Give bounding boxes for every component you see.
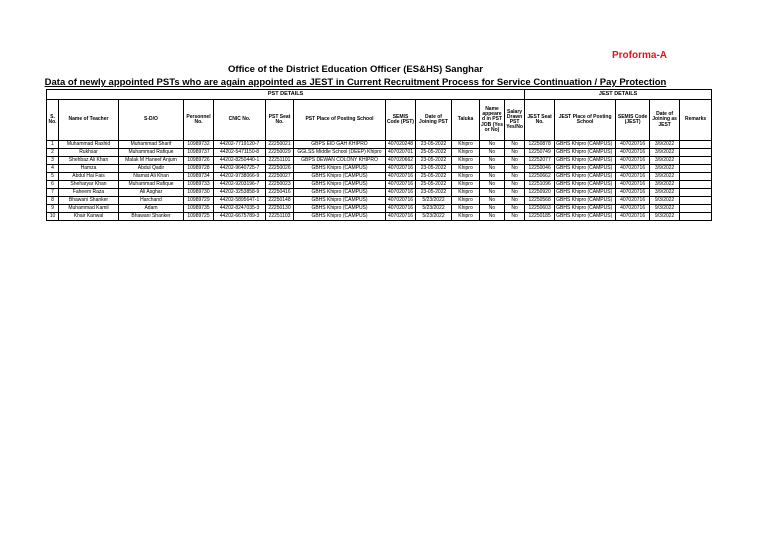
cell-doj-jest: 3/9/2022 <box>650 173 680 181</box>
cell-taluka: Khipro <box>452 205 480 213</box>
cell-jest-school: GBHS Khipro (CAMPUS) <box>555 205 616 213</box>
cell-jest-school: GBHS Khipro (CAMPUS) <box>555 165 616 173</box>
cell-semis-jest: 407020716 <box>616 213 650 221</box>
cell-sdo: Muhammad Rafique <box>119 181 184 189</box>
cell-taluka: Khipro <box>452 189 480 197</box>
cell-sno: 1 <box>47 141 59 149</box>
cell-personnel: 10989729 <box>184 197 214 205</box>
cell-pst-school: GBHS Khipro (CAMPUS) <box>294 205 386 213</box>
cell-name: Khair Kanwal <box>59 213 119 221</box>
col-taluka: Taluka <box>452 100 480 141</box>
cell-sdo: Muhammad Rafique <box>119 149 184 157</box>
cell-pst-school: GBHS Khipro (CAMPUS) <box>294 173 386 181</box>
table-row <box>47 205 712 213</box>
office-title: Office of the District Education Officer (ES&HS) Sanghar <box>228 64 483 75</box>
cell-jest-school: GBHS Khipro (CAMPUS) <box>555 181 616 189</box>
cell-sno: 4 <box>47 165 59 173</box>
cell-salary: No <box>505 189 525 197</box>
cell-salary: No <box>505 181 525 189</box>
cell-doj-jest: 3/9/2022 <box>650 165 680 173</box>
cell-semis-pst: 407020248 <box>386 141 416 149</box>
cell-name: Shehbaz Ali Khan <box>59 157 119 165</box>
cell-cnic: 44202-8247035-3 <box>214 205 266 213</box>
cell-doj-jest: 3/9/2022 <box>650 181 680 189</box>
cell-jest-school: GBHS Khipro (CAMPUS) <box>555 141 616 149</box>
cell-jest-school: GBHS Khipro (CAMPUS) <box>555 157 616 165</box>
cell-name: Hamza <box>59 165 119 173</box>
cell-personnel: 10989728 <box>184 165 214 173</box>
cell-sdo: Adam <box>119 205 184 213</box>
cell-doj-pst: 23-05-2022 <box>416 157 452 165</box>
table-row <box>47 181 712 189</box>
cell-taluka: Khipro <box>452 149 480 157</box>
col-jest-school: JEST Place of Posting School <box>555 100 616 141</box>
cell-name: Abdul Hai Fais <box>59 173 119 181</box>
cell-remarks <box>680 205 712 213</box>
cell-doj-pst: 5/23/2022 <box>416 205 452 213</box>
cell-remarks <box>680 189 712 197</box>
cell-pst-school: GBHS Khipro (CAMPUS) <box>294 189 386 197</box>
cell-salary: No <box>505 213 525 221</box>
cell-doj-pst: 25-05-2022 <box>416 181 452 189</box>
cell-semis-pst: 407020716 <box>386 189 416 197</box>
cell-remarks <box>680 165 712 173</box>
cell-jest-school: GBHS Khipro (CAMPUS) <box>555 197 616 205</box>
cell-sno: 3 <box>47 157 59 165</box>
cell-pst-seat: 22251103 <box>266 213 294 221</box>
cell-pst-school: GBHS Khipro (CAMPUS) <box>294 197 386 205</box>
table-row <box>47 213 712 221</box>
cell-pst-seat: 22250148 <box>266 197 294 205</box>
cell-sdo: Ali Asghar <box>119 189 184 197</box>
col-semis-jest: SEMIS Code (JEST) <box>616 100 650 141</box>
cell-jest-school: GBHS Khipro (CAMPUS) <box>555 149 616 157</box>
cell-remarks <box>680 197 712 205</box>
cell-cnic: 44202-3253858-9 <box>214 189 266 197</box>
cell-pst-school: GBHS Khipro (CAMPUS) <box>294 213 386 221</box>
cell-taluka: Khipro <box>452 181 480 189</box>
cell-personnel: 10989730 <box>184 189 214 197</box>
cell-jest-seat: 12250662 <box>525 173 555 181</box>
cell-cnic: 44202-7719120-7 <box>214 141 266 149</box>
cell-cnic: 44202-6675789-3 <box>214 213 266 221</box>
cell-pst-school: GBPS DEWAN COLONY KHIPRO <box>294 157 386 165</box>
cell-jest-seat: 12251096 <box>525 181 555 189</box>
col-sdo: S-D/O <box>119 100 184 141</box>
cell-pst-seat: 22251101 <box>266 157 294 165</box>
cell-doj-jest: 3/9/2022 <box>650 141 680 149</box>
cell-sno: 7 <box>47 189 59 197</box>
table-row <box>47 197 712 205</box>
cell-salary: No <box>505 205 525 213</box>
cell-cnic: 44202-5895647-1 <box>214 197 266 205</box>
cell-cnic: 44202-8250440-1 <box>214 157 266 165</box>
cell-personnel: 10989725 <box>184 213 214 221</box>
cell-pst-seat: 22250027 <box>266 173 294 181</box>
cell-semis-jest: 407020716 <box>616 205 650 213</box>
cell-semis-pst: 407020716 <box>386 205 416 213</box>
cell-taluka: Khipro <box>452 157 480 165</box>
cell-appears: No <box>480 173 505 181</box>
cell-appears: No <box>480 165 505 173</box>
jest-details-header: JEST DETAILS <box>525 90 712 100</box>
cell-appears: No <box>480 197 505 205</box>
cell-remarks <box>680 213 712 221</box>
col-appears: Name appeare d in PST JOB (Yes or No) <box>480 100 505 141</box>
cell-sno: 9 <box>47 205 59 213</box>
col-doj-pst: Date of Joining PST <box>416 100 452 141</box>
cell-semis-pst: 407020716 <box>386 181 416 189</box>
col-name: Name of Teacher <box>59 100 119 141</box>
cell-doj-pst: 25-05-2022 <box>416 173 452 181</box>
cell-sdo: Malak M Haneef Anjum <box>119 157 184 165</box>
cell-personnel: 10989734 <box>184 173 214 181</box>
cell-name: Rukhsar <box>59 149 119 157</box>
cell-jest-school: GBHS Khipro (CAMPUS) <box>555 213 616 221</box>
cell-name: Sheharyar Khan <box>59 181 119 189</box>
cell-cnic: 44202-9738066-9 <box>214 173 266 181</box>
cell-remarks <box>680 173 712 181</box>
cell-remarks <box>680 141 712 149</box>
cell-semis-jest: 407020716 <box>616 149 650 157</box>
cell-taluka: Khipro <box>452 213 480 221</box>
cell-doj-jest: 9/3/2022 <box>650 213 680 221</box>
cell-personnel: 10989732 <box>184 141 214 149</box>
cell-pst-school: GBHS Khipro (CAMPUS) <box>294 165 386 173</box>
cell-name: Bhawani Shanker <box>59 197 119 205</box>
table-row <box>47 141 712 149</box>
cell-semis-pst: 407020662 <box>386 157 416 165</box>
cell-salary: No <box>505 197 525 205</box>
cell-appears: No <box>480 189 505 197</box>
cell-jest-seat: 12252077 <box>525 157 555 165</box>
cell-jest-school: GBHS Khipro (CAMPUS) <box>555 189 616 197</box>
cell-sno: 10 <box>47 213 59 221</box>
teachers-table <box>46 89 712 221</box>
cell-personnel: 10989726 <box>184 157 214 165</box>
cell-semis-jest: 407020716 <box>616 189 650 197</box>
cell-pst-school: GBHS Khipro (CAMPUS) <box>294 181 386 189</box>
cell-taluka: Khipro <box>452 165 480 173</box>
cell-cnic: 44202-9640725-7 <box>214 165 266 173</box>
cell-doj-jest: 3/9/2022 <box>650 189 680 197</box>
cell-doj-pst: 5/23/2022 <box>416 197 452 205</box>
cell-sno: 5 <box>47 173 59 181</box>
table-row <box>47 189 712 197</box>
table-body <box>47 141 712 221</box>
cell-appears: No <box>480 149 505 157</box>
proforma-label: Proforma-A <box>612 50 668 61</box>
cell-doj-pst: 23-05-2022 <box>416 141 452 149</box>
cell-cnic: 44202-9203196-7 <box>214 181 266 189</box>
cell-doj-pst: 23-05-2022 <box>416 165 452 173</box>
cell-semis-jest: 407020716 <box>616 173 650 181</box>
cell-personnel: 10989733 <box>184 181 214 189</box>
cell-semis-pst: 407020716 <box>386 213 416 221</box>
cell-semis-jest: 407020716 <box>616 157 650 165</box>
col-pst-seat: PST Seat No. <box>266 100 294 141</box>
cell-cnic: 44202-5471150-8 <box>214 149 266 157</box>
cell-salary: No <box>505 173 525 181</box>
cell-remarks <box>680 157 712 165</box>
cell-sno: 2 <box>47 149 59 157</box>
table-row <box>47 149 712 157</box>
cell-appears: No <box>480 181 505 189</box>
cell-doj-jest: 9/3/2022 <box>650 197 680 205</box>
cell-doj-jest: 3/9/2022 <box>650 157 680 165</box>
cell-pst-seat: 22250023 <box>266 181 294 189</box>
cell-pst-seat: 22250026 <box>266 165 294 173</box>
cell-sdo: Bhawani Shanker <box>119 213 184 221</box>
cell-doj-pst: 5/23/2022 <box>416 213 452 221</box>
pst-details-header: PST DETAILS <box>47 90 525 100</box>
cell-semis-pst: 407020716 <box>386 173 416 181</box>
col-cnic: CNIC No. <box>214 100 266 141</box>
cell-remarks <box>680 181 712 189</box>
cell-semis-pst: 407020716 <box>386 165 416 173</box>
cell-salary: No <box>505 165 525 173</box>
col-salary: Salary Drawn PST Yes/No <box>505 100 525 141</box>
cell-semis-jest: 407020716 <box>616 197 650 205</box>
cell-pst-school: GGLSS Middle School (DEEP) Khipro <box>294 149 386 157</box>
cell-sdo: Harchand <box>119 197 184 205</box>
cell-pst-seat: 22250029 <box>266 149 294 157</box>
cell-semis-jest: 407020716 <box>616 181 650 189</box>
cell-sno: 8 <box>47 197 59 205</box>
cell-salary: No <box>505 149 525 157</box>
cell-sdo: Muhammad Sharif <box>119 141 184 149</box>
table-row <box>47 157 712 165</box>
cell-sdo: Abdul Qadir <box>119 165 184 173</box>
col-personnel: Personnel No. <box>184 100 214 141</box>
cell-jest-seat: 12250603 <box>525 205 555 213</box>
cell-jest-seat: 12250920 <box>525 189 555 197</box>
cell-appears: No <box>480 205 505 213</box>
cell-personnel: 10989737 <box>184 149 214 157</box>
cell-name: Faheem Raza <box>59 189 119 197</box>
table-row <box>47 173 712 181</box>
cell-jest-school: GBHS Khipro (CAMPUS) <box>555 173 616 181</box>
cell-salary: No <box>505 141 525 149</box>
cell-pst-seat: 22250130 <box>266 205 294 213</box>
cell-taluka: Khipro <box>452 141 480 149</box>
cell-semis-jest: 407020716 <box>616 141 650 149</box>
col-jest-seat: JEST Seat No. <box>525 100 555 141</box>
cell-semis-pst: 407020701 <box>386 149 416 157</box>
cell-name: Muhammad Kamil <box>59 205 119 213</box>
cell-doj-jest: 3/9/2022 <box>650 149 680 157</box>
cell-salary: No <box>505 157 525 165</box>
cell-doj-jest: 9/3/2022 <box>650 205 680 213</box>
cell-pst-seat: 22250021 <box>266 141 294 149</box>
cell-semis-jest: 407020716 <box>616 165 650 173</box>
cell-appears: No <box>480 213 505 221</box>
cell-appears: No <box>480 157 505 165</box>
report-subtitle: Data of newly appointed PSTs who are again appointed as JEST in Current Recruitment Process for Service Continuation / Pay Protection <box>44 77 667 88</box>
cell-semis-pst: 407020716 <box>386 197 416 205</box>
col-doj-jest: Date of Joining as JEST <box>650 100 680 141</box>
col-remarks: Remarks <box>680 100 712 141</box>
cell-doj-pst: 23-05-2022 <box>416 189 452 197</box>
col-semis-pst: SEMIS Code (PST) <box>386 100 416 141</box>
cell-jest-seat: 12250749 <box>525 149 555 157</box>
col-sno: S. No. <box>47 100 59 141</box>
cell-appears: No <box>480 141 505 149</box>
cell-taluka: Khipro <box>452 197 480 205</box>
table-row <box>47 165 712 173</box>
cell-jest-seat: 12250185 <box>525 213 555 221</box>
cell-jest-seat: 12250046 <box>525 165 555 173</box>
cell-remarks <box>680 149 712 157</box>
cell-jest-seat: 12250878 <box>525 141 555 149</box>
cell-pst-school: GBPS EID GAH KHIPRO <box>294 141 386 149</box>
cell-jest-seat: 12250568 <box>525 197 555 205</box>
cell-pst-seat: 22250416 <box>266 189 294 197</box>
cell-doj-pst: 25-05-2022 <box>416 149 452 157</box>
cell-personnel: 10989735 <box>184 205 214 213</box>
col-pst-school: PST Place of Posting School <box>294 100 386 141</box>
cell-taluka: Khipro <box>452 173 480 181</box>
cell-name: Muhammad Rashid <box>59 141 119 149</box>
cell-sno: 6 <box>47 181 59 189</box>
cell-sdo: Niamat Ali Khan <box>119 173 184 181</box>
